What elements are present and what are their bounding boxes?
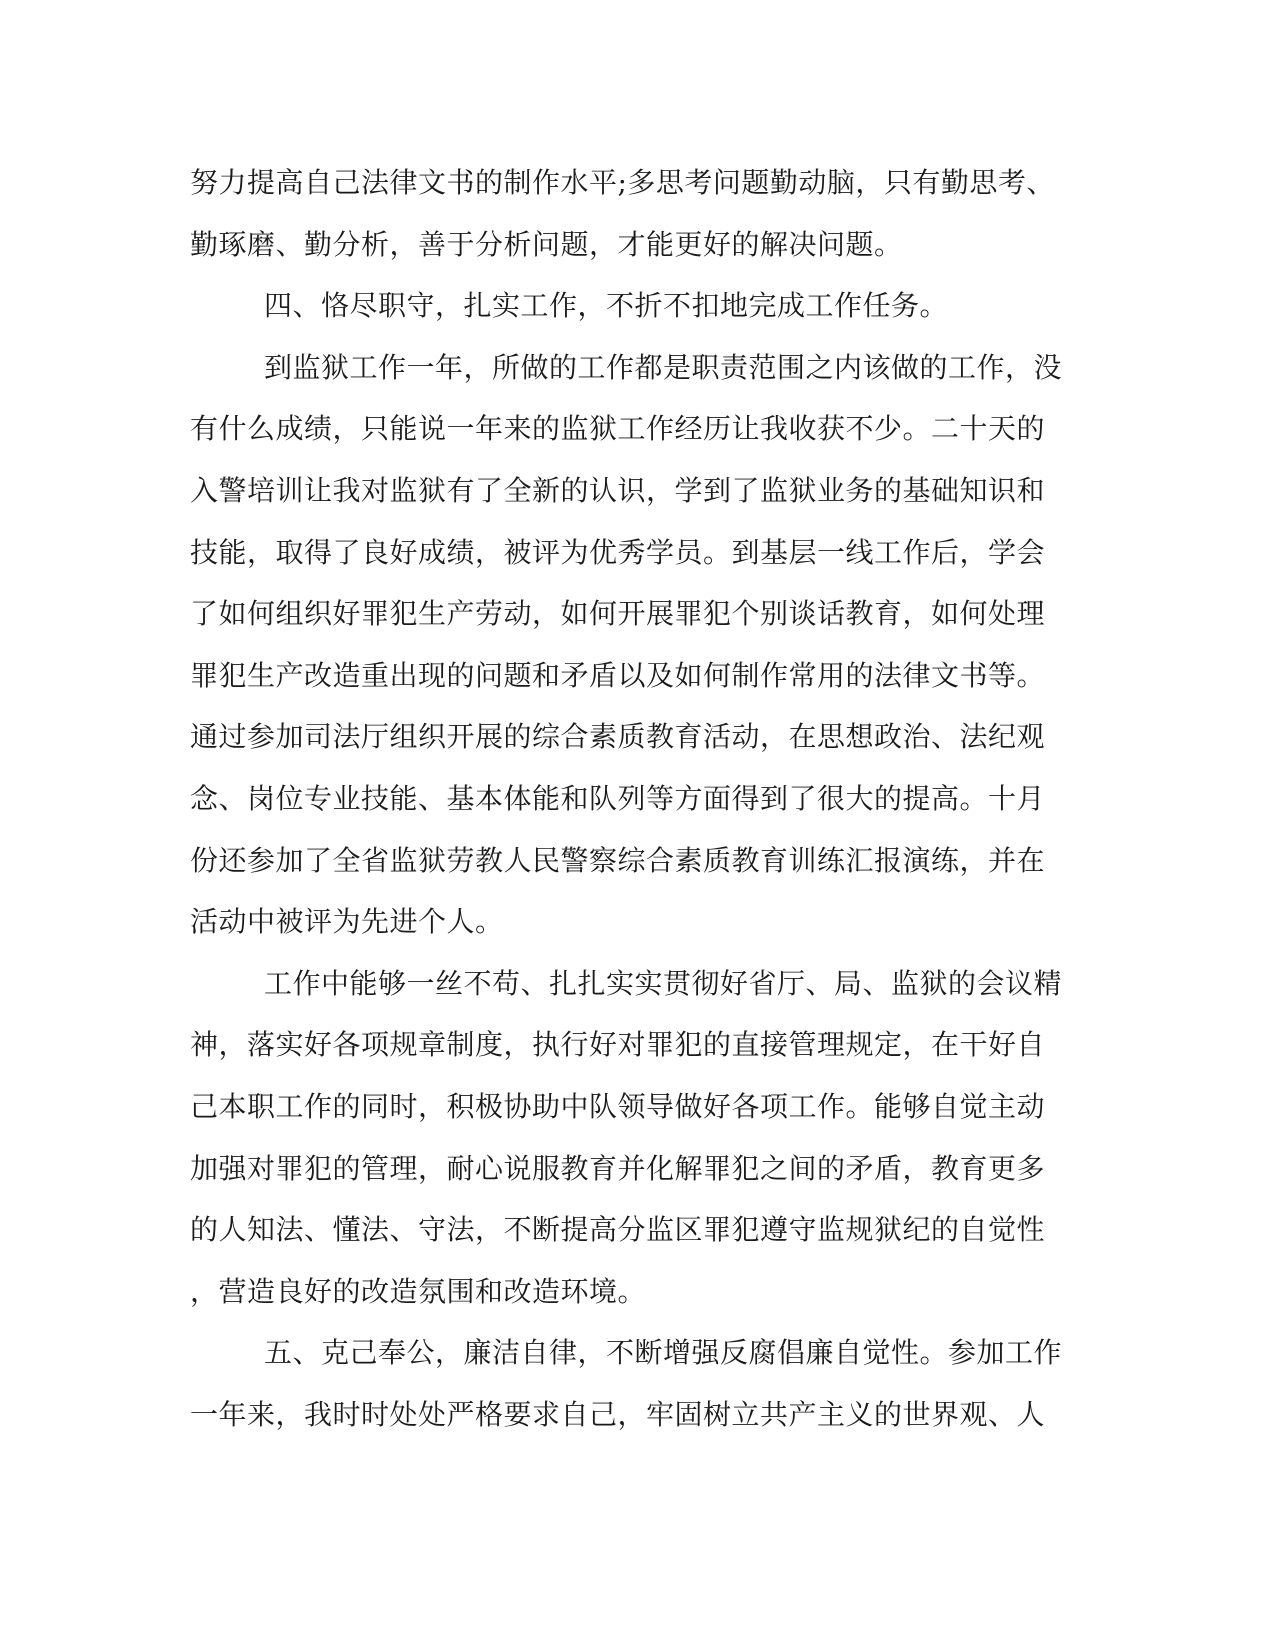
text-line: 技能，取得了良好成绩，被评为优秀学员。到基层一线工作后，学会 xyxy=(190,535,1046,569)
text-line: 一年来，我时时处处严格要求自己，牢固树立共产主义的世界观、人 xyxy=(190,1397,1046,1431)
text-line: 神，落实好各项规章制度，执行好对罪犯的直接管理规定，在干好自 xyxy=(190,1028,1046,1062)
text-line: ，营造良好的改造氛围和改造环境。 xyxy=(190,1274,647,1308)
body-text xyxy=(190,152,1080,1445)
text-line: 通过参加司法厅组织开展的综合素质教育活动，在思想政治、法纪观 xyxy=(190,720,1046,754)
section-heading-5: 五、克己奉公，廉洁自律，不断增强反腐倡廉自觉性。参加工作 xyxy=(264,1336,1063,1370)
text-line: 活动中被评为先进个人。 xyxy=(190,905,504,939)
text-line: 己本职工作的同时，积极协助中队领导做好各项工作。能够自觉主动 xyxy=(190,1089,1046,1123)
text-line: 念、岗位专业技能、基本体能和队列等方面得到了很大的提高。十月 xyxy=(190,781,1046,815)
section-heading-4: 四、恪尽职守，扎实工作，不折不扣地完成工作任务。 xyxy=(264,289,949,323)
text-line: 工作中能够一丝不苟、扎扎实实贯彻好省厅、局、监狱的会议精 xyxy=(264,966,1063,1000)
text-line: 入警培训让我对监狱有了全新的认识，学到了监狱业务的基础知识和 xyxy=(190,473,1046,507)
text-line: 了如何组织好罪犯生产劳动，如何开展罪犯个别谈话教育，如何处理 xyxy=(190,597,1046,631)
text-line: 加强对罪犯的管理，耐心说服教育并化解罪犯之间的矛盾，教育更多 xyxy=(190,1151,1046,1185)
text-line: 勤琢磨、勤分析，善于分析问题，才能更好的解决问题。 xyxy=(190,227,903,261)
text-line: 的人知法、懂法、守法，不断提高分监区罪犯遵守监规狱纪的自觉性 xyxy=(190,1213,1046,1247)
text-line: 份还参加了全省监狱劳教人民警察综合素质教育训练汇报演练，并在 xyxy=(190,843,1046,877)
text-line: 有什么成绩，只能说一年来的监狱工作经历让我收获不少。二十天的 xyxy=(190,412,1046,446)
text-line: 努力提高自己法律文书的制作水平;多思考问题勤动脑，只有勤思考、 xyxy=(190,166,1055,199)
text-line: 罪犯生产改造重出现的问题和矛盾以及如何制作常用的法律文书等。 xyxy=(190,658,1046,692)
text-line: 到监狱工作一年，所做的工作都是职责范围之内该做的工作，没 xyxy=(264,350,1063,384)
